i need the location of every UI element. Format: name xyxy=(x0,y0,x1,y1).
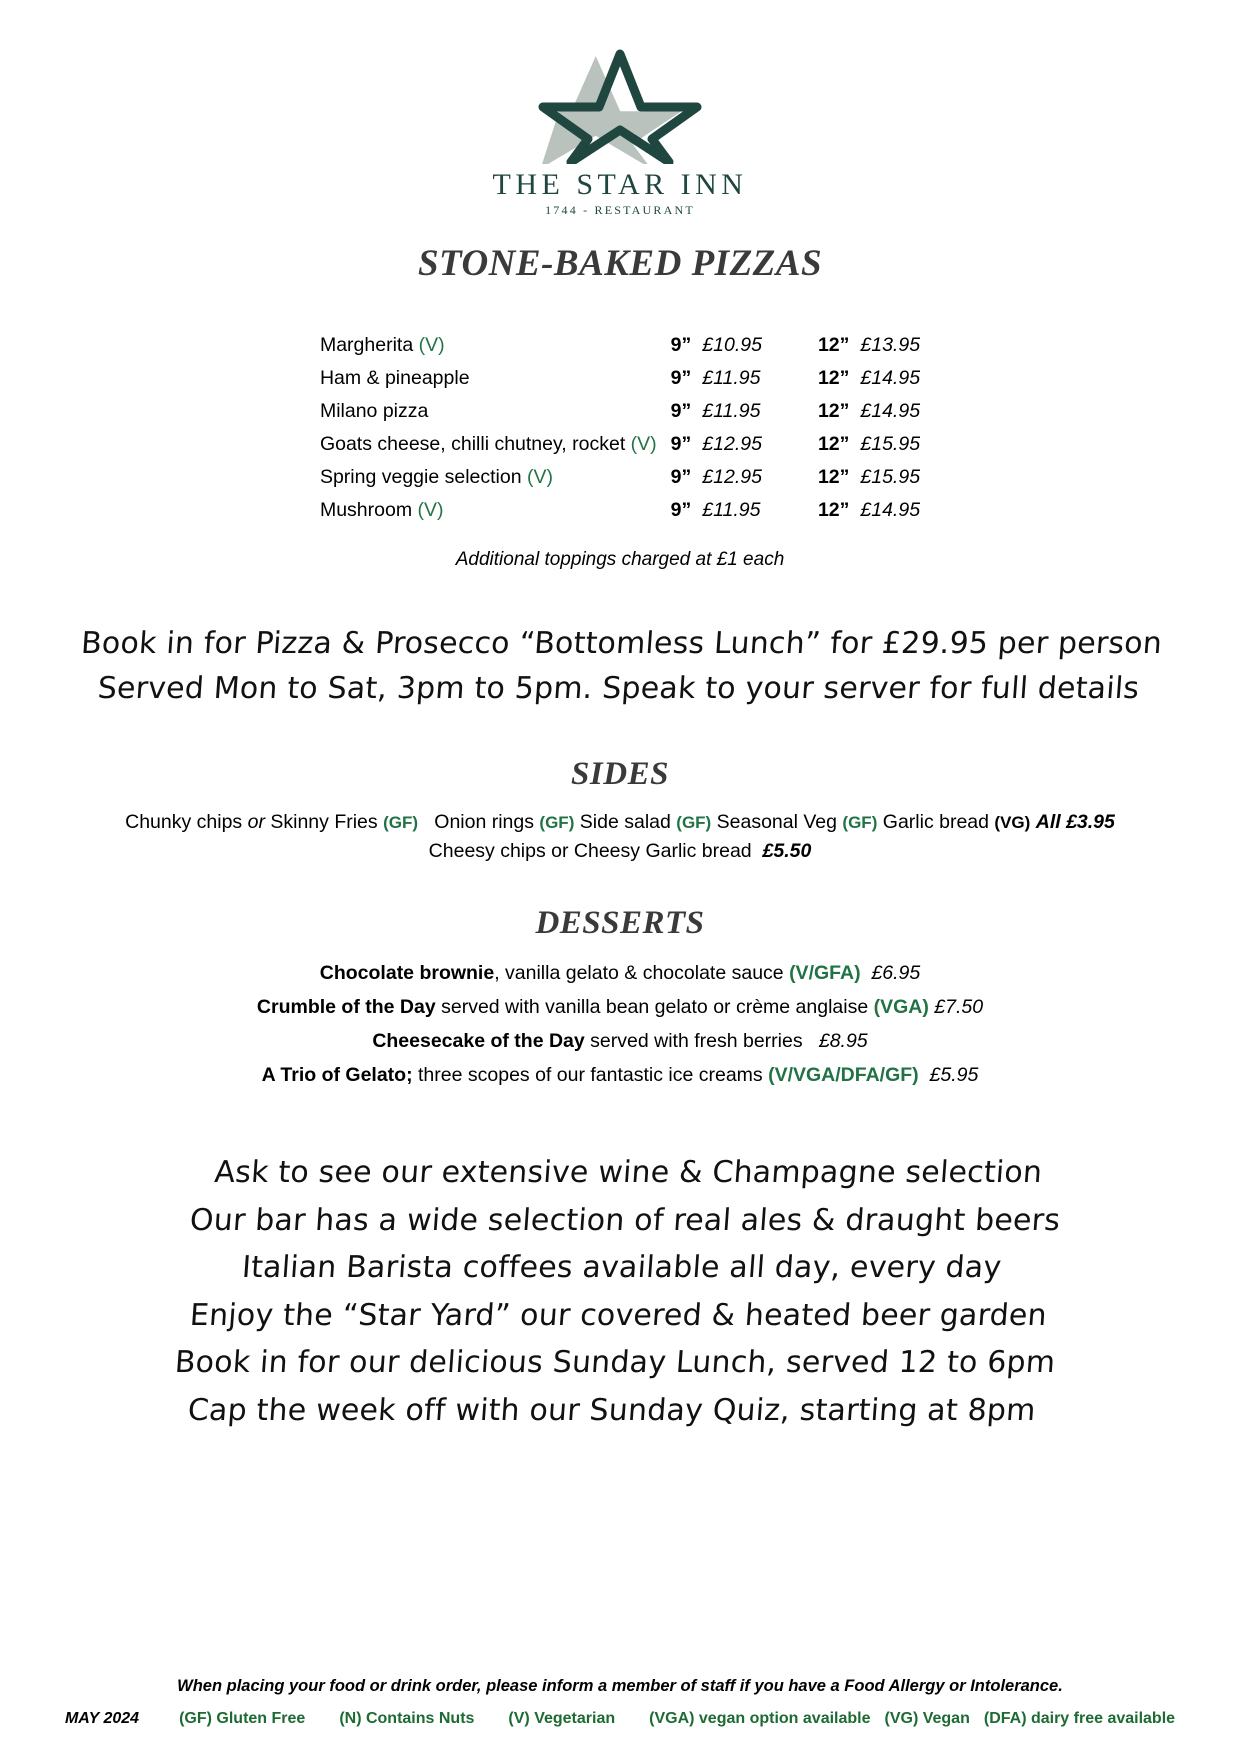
sides-line-primary xyxy=(0,811,1240,834)
list-item xyxy=(0,996,1240,1019)
pizza-size-large: 12” xyxy=(817,466,850,488)
pizza-price-large: £13.95 xyxy=(860,334,921,356)
desserts-list xyxy=(0,962,1240,1087)
dessert-price: £6.95 xyxy=(871,962,921,985)
pizza-name-cell xyxy=(320,395,671,428)
side-cheesy-options: Cheesy chips or Cheesy Garlic bread xyxy=(428,840,752,863)
pizza-size-large: 12” xyxy=(817,400,850,422)
outro-line: Ask to see our extensive wine & Champagne selection xyxy=(213,1155,1044,1191)
list-item xyxy=(0,962,1240,985)
table-row xyxy=(320,329,920,362)
star-logo-icon xyxy=(520,44,720,164)
outro-line: Our bar has a wide selection of real ales & draught beers xyxy=(188,1202,1062,1238)
outro-line: Cap the week off with our Sunday Quiz, starting at 8pm xyxy=(186,1393,1037,1429)
pizza-diet-tag: (V) xyxy=(527,466,554,488)
gf-tag: (GF) xyxy=(842,813,878,833)
promo-line-2: Served Mon to Sat, 3pm to 5pm. Speak to your server for full details xyxy=(96,670,1141,706)
pizza-name-cell xyxy=(320,329,671,362)
allergen-legend xyxy=(0,1710,1240,1728)
allergy-notice: When placing your food or drink order, please inform a member of staff if you have a Food Allergy or Intolerance. xyxy=(177,1677,1063,1695)
spacer xyxy=(0,712,1240,756)
sides-line-cheesy xyxy=(0,840,1240,863)
pizza-price-small: £11.95 xyxy=(702,499,761,521)
outro-line: Enjoy the “Star Yard” our covered & heated beer garden xyxy=(188,1297,1049,1333)
side-onion-rings: Onion rings xyxy=(434,811,534,834)
sides-price-all: All £3.95 xyxy=(1035,811,1115,834)
dessert-diet-code: (VGA) xyxy=(873,996,929,1019)
dessert-price: £8.95 xyxy=(818,1030,868,1053)
side-or-word: or xyxy=(247,811,265,834)
dessert-name: A Trio of Gelato; xyxy=(261,1064,413,1087)
dessert-diet-code: (V/GFA) xyxy=(789,962,861,985)
pizza-name-cell xyxy=(320,362,671,395)
pizza-size-large: 12” xyxy=(817,334,850,356)
additional-toppings-note: Additional toppings charged at £1 each xyxy=(455,549,785,570)
venue-highlights-block xyxy=(0,1152,1240,1433)
pizza-name: Ham & pineapple xyxy=(319,367,470,389)
table-row xyxy=(320,362,920,395)
pizza-table-body xyxy=(320,329,920,527)
pizza-price-small: £10.95 xyxy=(702,334,762,356)
footer xyxy=(0,1677,1240,1728)
dessert-price: £7.50 xyxy=(934,996,984,1019)
legend-vga: (VGA) vegan option available xyxy=(649,1710,871,1727)
brand-logo-block xyxy=(0,0,1240,218)
table-row xyxy=(320,395,920,428)
side-chunky-chips: Chunky chips xyxy=(125,811,243,834)
dessert-name: Cheesecake of the Day xyxy=(372,1030,585,1053)
pizza-price-small: £11.95 xyxy=(702,367,761,389)
table-row xyxy=(320,428,920,461)
pizza-size-large: 12” xyxy=(817,367,850,389)
menu-date: MAY 2024 xyxy=(64,1710,140,1727)
spacer xyxy=(0,1098,1240,1152)
table-row xyxy=(320,461,920,494)
list-item xyxy=(0,1064,1240,1087)
sides-cheesy-price: £5.50 xyxy=(762,840,812,863)
pizza-price-small: £12.95 xyxy=(702,466,762,488)
side-garlic-bread: Garlic bread xyxy=(882,811,989,834)
gf-tag: (GF) xyxy=(676,813,712,833)
legend-vg: (VG) Vegan xyxy=(884,1710,970,1727)
gf-tag: (GF) xyxy=(539,813,575,833)
pizza-diet-tag: (V) xyxy=(418,334,445,356)
table-row xyxy=(320,494,920,527)
pizza-price-small: £12.95 xyxy=(702,433,762,455)
pizza-price-large: £15.95 xyxy=(860,433,921,455)
sides-list xyxy=(0,811,1240,863)
pizza-name: Margherita xyxy=(319,334,414,356)
pizza-size-large: 12” xyxy=(817,433,850,455)
dessert-description: served with fresh berries xyxy=(584,1030,803,1053)
gf-tag: (GF) xyxy=(383,813,419,833)
dessert-name: Crumble of the Day xyxy=(256,996,436,1019)
pizza-name-cell xyxy=(320,494,671,527)
dessert-description: served with vanilla bean gelato or crème anglaise xyxy=(435,996,869,1019)
legend-dfa: (DFA) dairy free available xyxy=(983,1710,1176,1727)
logo-subtitle: 1744 - RESTAURANT xyxy=(545,203,695,217)
desserts-section-title: DESSERTS xyxy=(535,905,705,942)
outro-line: Book in for our delicious Sunday Lunch, served 12 to 6pm xyxy=(173,1345,1057,1381)
pizza-diet-tag: (V) xyxy=(417,499,444,521)
pizza-price-large: £14.95 xyxy=(860,367,921,389)
outro-line: Italian Barista coffees available all day, every day xyxy=(240,1250,1003,1286)
pizza-name-cell xyxy=(320,428,671,461)
pizza-size-small: 9” xyxy=(670,466,692,488)
pizza-diet-tag: (V) xyxy=(630,433,657,455)
bottomless-lunch-promo xyxy=(0,623,1240,710)
pizza-size-small: 9” xyxy=(670,400,692,422)
pizza-size-large: 12” xyxy=(817,499,850,521)
legend-gf: (GF) Gluten Free xyxy=(179,1710,306,1727)
pizza-name: Spring veggie selection xyxy=(319,466,522,488)
pizza-size-small: 9” xyxy=(670,334,692,356)
dessert-diet-code: (V/VGA/DFA/GF) xyxy=(768,1064,919,1087)
pizza-name: Goats cheese, chilli chutney, rocket xyxy=(319,433,626,455)
pizza-price-table xyxy=(320,329,920,527)
pizza-size-small: 9” xyxy=(670,433,692,455)
pizza-price-small: £11.95 xyxy=(702,400,761,422)
pizza-name-cell xyxy=(320,461,671,494)
pizza-price-large: £14.95 xyxy=(860,499,921,521)
dessert-description: three scopes of our fantastic ice creams xyxy=(412,1064,763,1087)
side-skinny-fries: Skinny Fries xyxy=(270,811,378,834)
pizza-name: Milano pizza xyxy=(319,400,429,422)
pizza-size-small: 9” xyxy=(670,367,692,389)
sides-section-title: SIDES xyxy=(571,756,669,793)
spacer xyxy=(0,869,1240,905)
side-seasonal-veg: Seasonal Veg xyxy=(716,811,837,834)
legend-v: (V) Vegetarian xyxy=(508,1710,616,1727)
pizza-name: Mushroom xyxy=(319,499,413,521)
pizza-price-large: £14.95 xyxy=(860,400,921,422)
vg-tag: (VG) xyxy=(994,813,1031,833)
pizza-price-large: £15.95 xyxy=(860,466,921,488)
dessert-price: £5.95 xyxy=(929,1064,979,1087)
side-side-salad: Side salad xyxy=(579,811,671,834)
logo-name: THE STAR INN xyxy=(492,168,748,201)
list-item xyxy=(0,1030,1240,1053)
legend-n: (N) Contains Nuts xyxy=(339,1710,475,1727)
pizzas-section-title: STONE-BAKED PIZZAS xyxy=(417,243,823,284)
dessert-description: , vanilla gelato & chocolate sauce xyxy=(494,962,784,985)
promo-line-1: Book in for Pizza & Prosecco “Bottomless Lunch” for £29.95 per person xyxy=(79,626,1164,661)
pizza-size-small: 9” xyxy=(670,499,692,521)
dessert-name: Chocolate brownie xyxy=(319,962,495,985)
